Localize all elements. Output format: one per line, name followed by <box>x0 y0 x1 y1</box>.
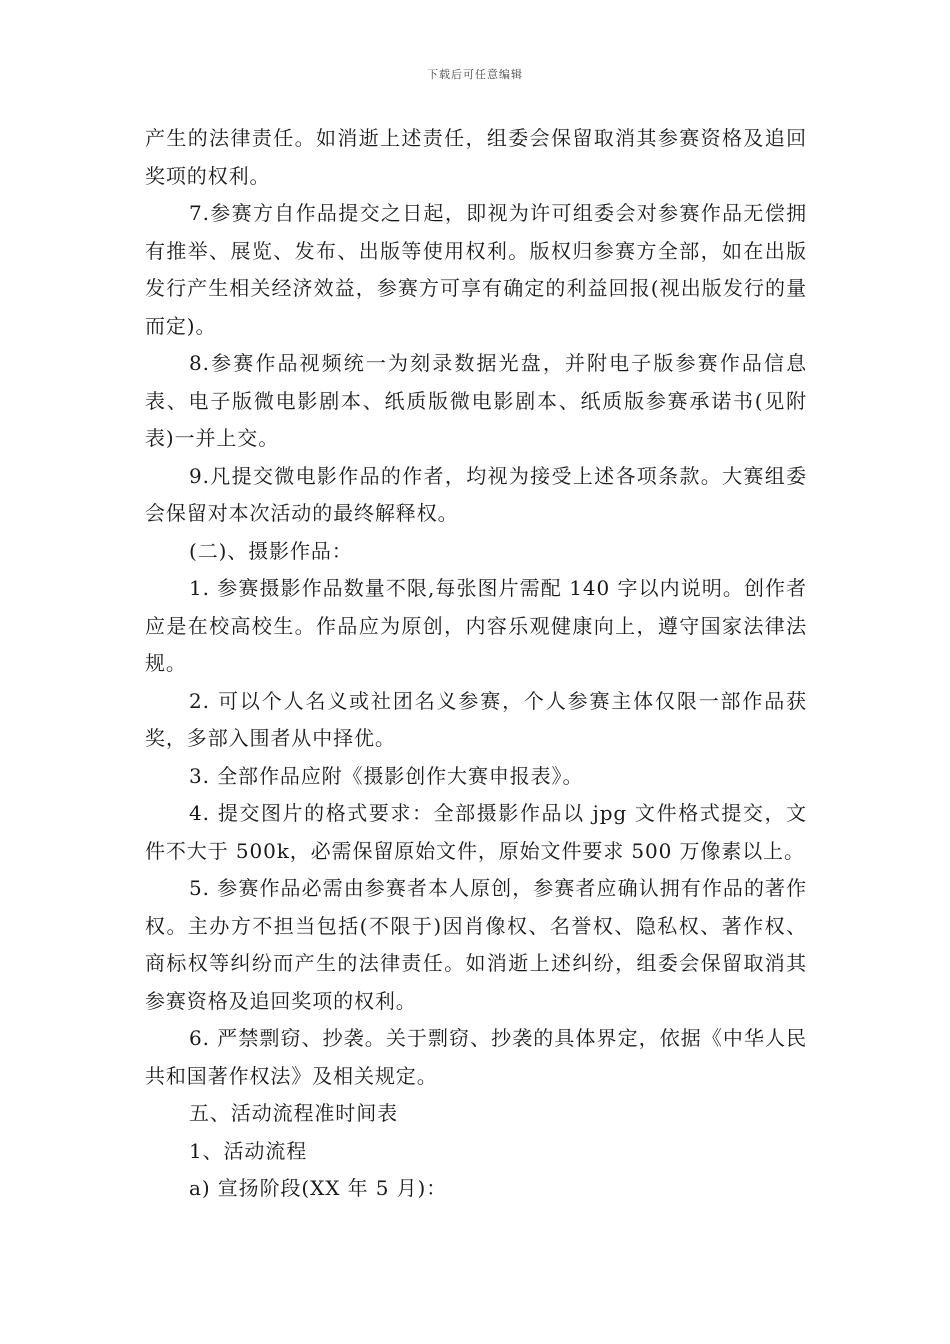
paragraph-photo-1: 1. 参赛摄影作品数量不限,每张图片需配 140 字以内说明。创作者应是在校高校生。作品应为原创，内容乐观健康向上，遵守国家法律法规。 <box>145 576 807 675</box>
page-header: 下载后可任意编辑 <box>427 68 523 81</box>
paragraph-continuation: 产生的法律责任。如消逝上述责任，组委会保留取消其参赛资格及追回奖项的权利。 <box>145 126 807 188</box>
paragraph-photo-6: 6. 严禁剽窃、抄袭。关于剽窃、抄袭的具体界定，依据《中华人民共和国著作权法》及相关规定。 <box>145 1026 807 1088</box>
paragraph-photo-5: 5. 参赛作品必需由参赛者本人原创，参赛者应确认拥有作品的著作权。主办方不担当包括(不限于)因肖像权、名誉权、隐私权、著作权、商标权等纠纷而产生的法律责任。如消逝上述纠纷，组委会保留取消其参赛资格及追回奖项的权利。 <box>145 876 807 1013</box>
paragraph-photo-2: 2. 可以个人名义或社团名义参赛，个人参赛主体仅限一部作品获奖，多部入围者从中择优。 <box>145 688 807 750</box>
document-body <box>145 120 807 1208</box>
list-item-promotion-stage: a) 宣扬阶段(XX 年 5 月)： <box>189 1176 448 1200</box>
paragraph-photo-4: 4. 提交图片的格式要求：全部摄影作品以 jpg 文件格式提交，文件不大于 500k，必需保留原始文件，原始文件要求 500 万像素以上。 <box>145 801 807 863</box>
section-heading-schedule: 五、活动流程准时间表 <box>189 1101 398 1125</box>
paragraph-item-7: 7.参赛方自作品提交之日起，即视为许可组委会对参赛作品无偿拥有推举、展览、发布、出版等使用权利。版权归参赛方全部，如在出版发行产生相关经济效益，参赛方可享有确定的利益回报(视出版发行的量而定)。 <box>145 201 807 338</box>
subsection-heading-process: 1、活动流程 <box>189 1138 308 1163</box>
paragraph-item-8: 8.参赛作品视频统一为刻录数据光盘，并附电子版参赛作品信息表、电子版微电影剧本、纸质版微电影剧本、纸质版参赛承诺书(见附表)一并上交。 <box>145 351 807 450</box>
paragraph-photo-3: 3. 全部作品应附《摄影创作大赛申报表》。 <box>189 763 584 788</box>
section-heading-photography: (二)、摄影作品： <box>189 538 353 563</box>
paragraph-item-9: 9.凡提交微电影作品的作者，均视为接受上述各项条款。大赛组委会保留对本次活动的最终解释权。 <box>145 463 807 525</box>
